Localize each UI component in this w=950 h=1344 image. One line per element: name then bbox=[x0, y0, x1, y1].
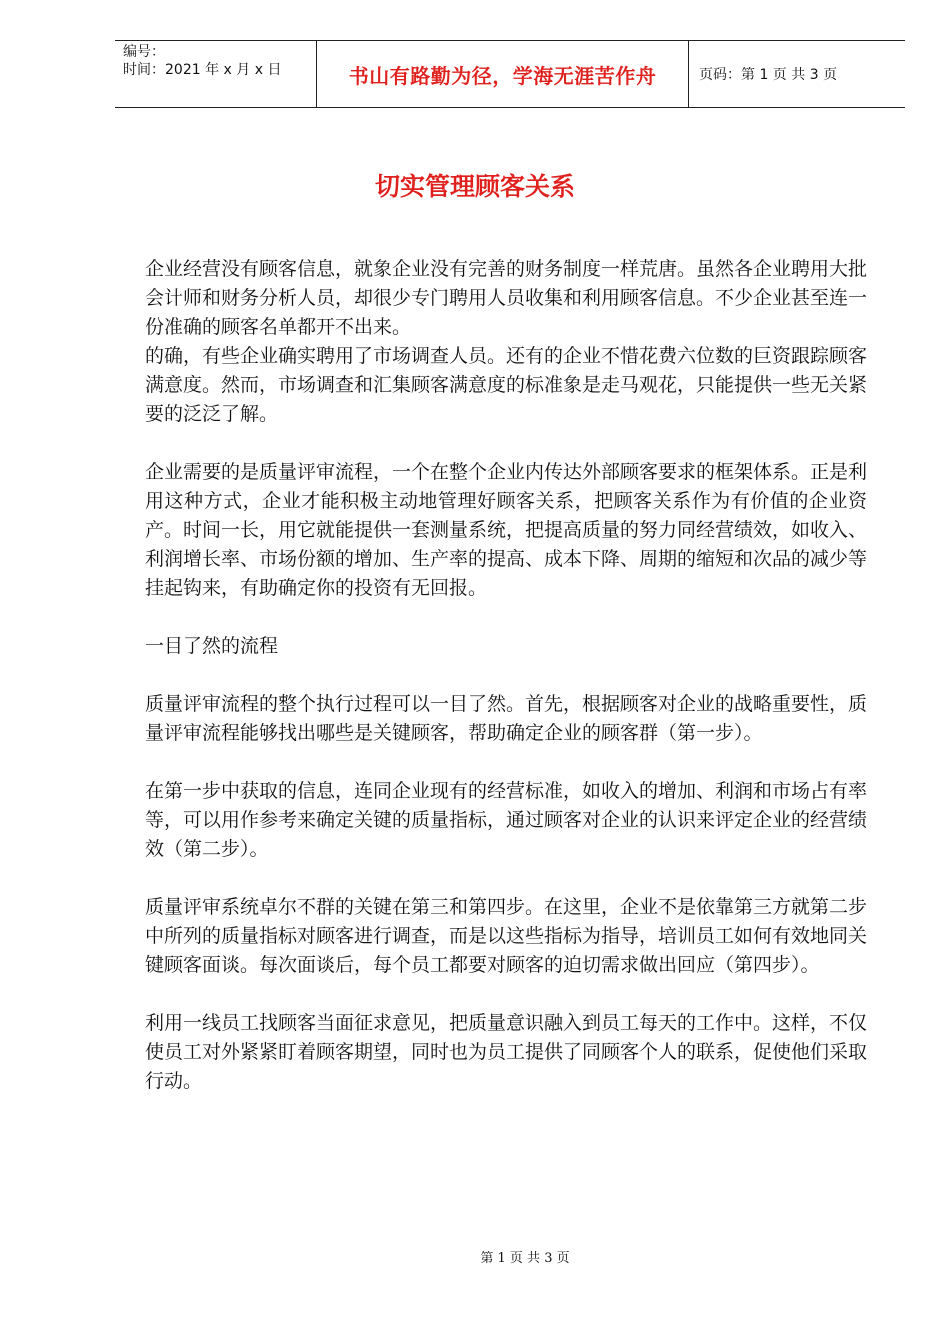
paragraph: 质量评审系统卓尔不群的关键在第三和第四步。在这里，企业不是依靠第三方就第二步中所列的质量指标对顾客进行调查，而是以这些指标为指导，培训员工如何有效地同关键顾客面谈。每次面谈后，每个员工都要对顾客的迫切需求做出回应（第四步）。 bbox=[145, 896, 868, 976]
header-page-info: 页码：第 1 页 共 3 页 bbox=[699, 67, 838, 83]
time-label: 时间：2021 年 x 月 x 日 bbox=[123, 62, 282, 78]
paragraph: 的确，有些企业确实聘用了市场调查人员。还有的企业不惜花费六位数的巨资跟踪顾客满意度。然而，市场调查和汇集顾客满意度的标准象是走马观花，只能提供一些无关紧要的泛泛了解。 bbox=[145, 345, 868, 425]
section-heading: 一目了然的流程 bbox=[145, 635, 279, 657]
paragraph: 企业经营没有顾客信息，就象企业没有完善的财务制度一样荒唐。虽然各企业聘用大批会计师和财务分析人员，却很少专门聘用人员收集和利用顾客信息。不少企业甚至连一份准确的顾客名单都开不出来。 bbox=[145, 258, 868, 338]
header-meta bbox=[115, 41, 316, 107]
paragraph: 企业需要的是质量评审流程，一个在整个企业内传达外部顾客要求的框架体系。正是利用这种方式，企业才能积极主动地管理好顾客关系，把顾客关系作为有价值的企业资产。时间一长，用它就能提供一套测量系统，把提高质量的努力同经营绩效，如收入、利润增长率、市场份额的增加、生产率的提高、成本下降、周期的缩短和次品的减少等挂起钩来，有助确定你的投资有无回报。 bbox=[145, 461, 868, 599]
document-body bbox=[145, 255, 867, 1096]
paragraph: 利用一线员工找顾客当面征求意见，把质量意识融入到员工每天的工作中。这样，不仅使员工对外紧紧盯着顾客期望，同时也为员工提供了同顾客个人的联系，促使他们采取行动。 bbox=[145, 1012, 868, 1092]
serial-number-label: 编号： bbox=[123, 44, 165, 60]
page-footer: 第 1 页 共 3 页 bbox=[480, 1251, 570, 1266]
paragraph: 质量评审流程的整个执行过程可以一目了然。首先，根据顾客对企业的战略重要性，质量评审流程能够找出哪些是关键顾客，帮助确定企业的顾客群（第一步）。 bbox=[145, 693, 868, 744]
page-header bbox=[115, 40, 905, 108]
header-motto: 书山有路勤为径，学海无涯苦作舟 bbox=[316, 41, 689, 107]
paragraph: 在第一步中获取的信息，连同企业现有的经营标准，如收入的增加、利润和市场占有率等，可以用作参考来确定关键的质量指标，通过顾客对企业的认识来评定企业的经营绩效（第二步）。 bbox=[145, 780, 868, 860]
document-title: 切实管理顾客关系 bbox=[374, 172, 575, 201]
